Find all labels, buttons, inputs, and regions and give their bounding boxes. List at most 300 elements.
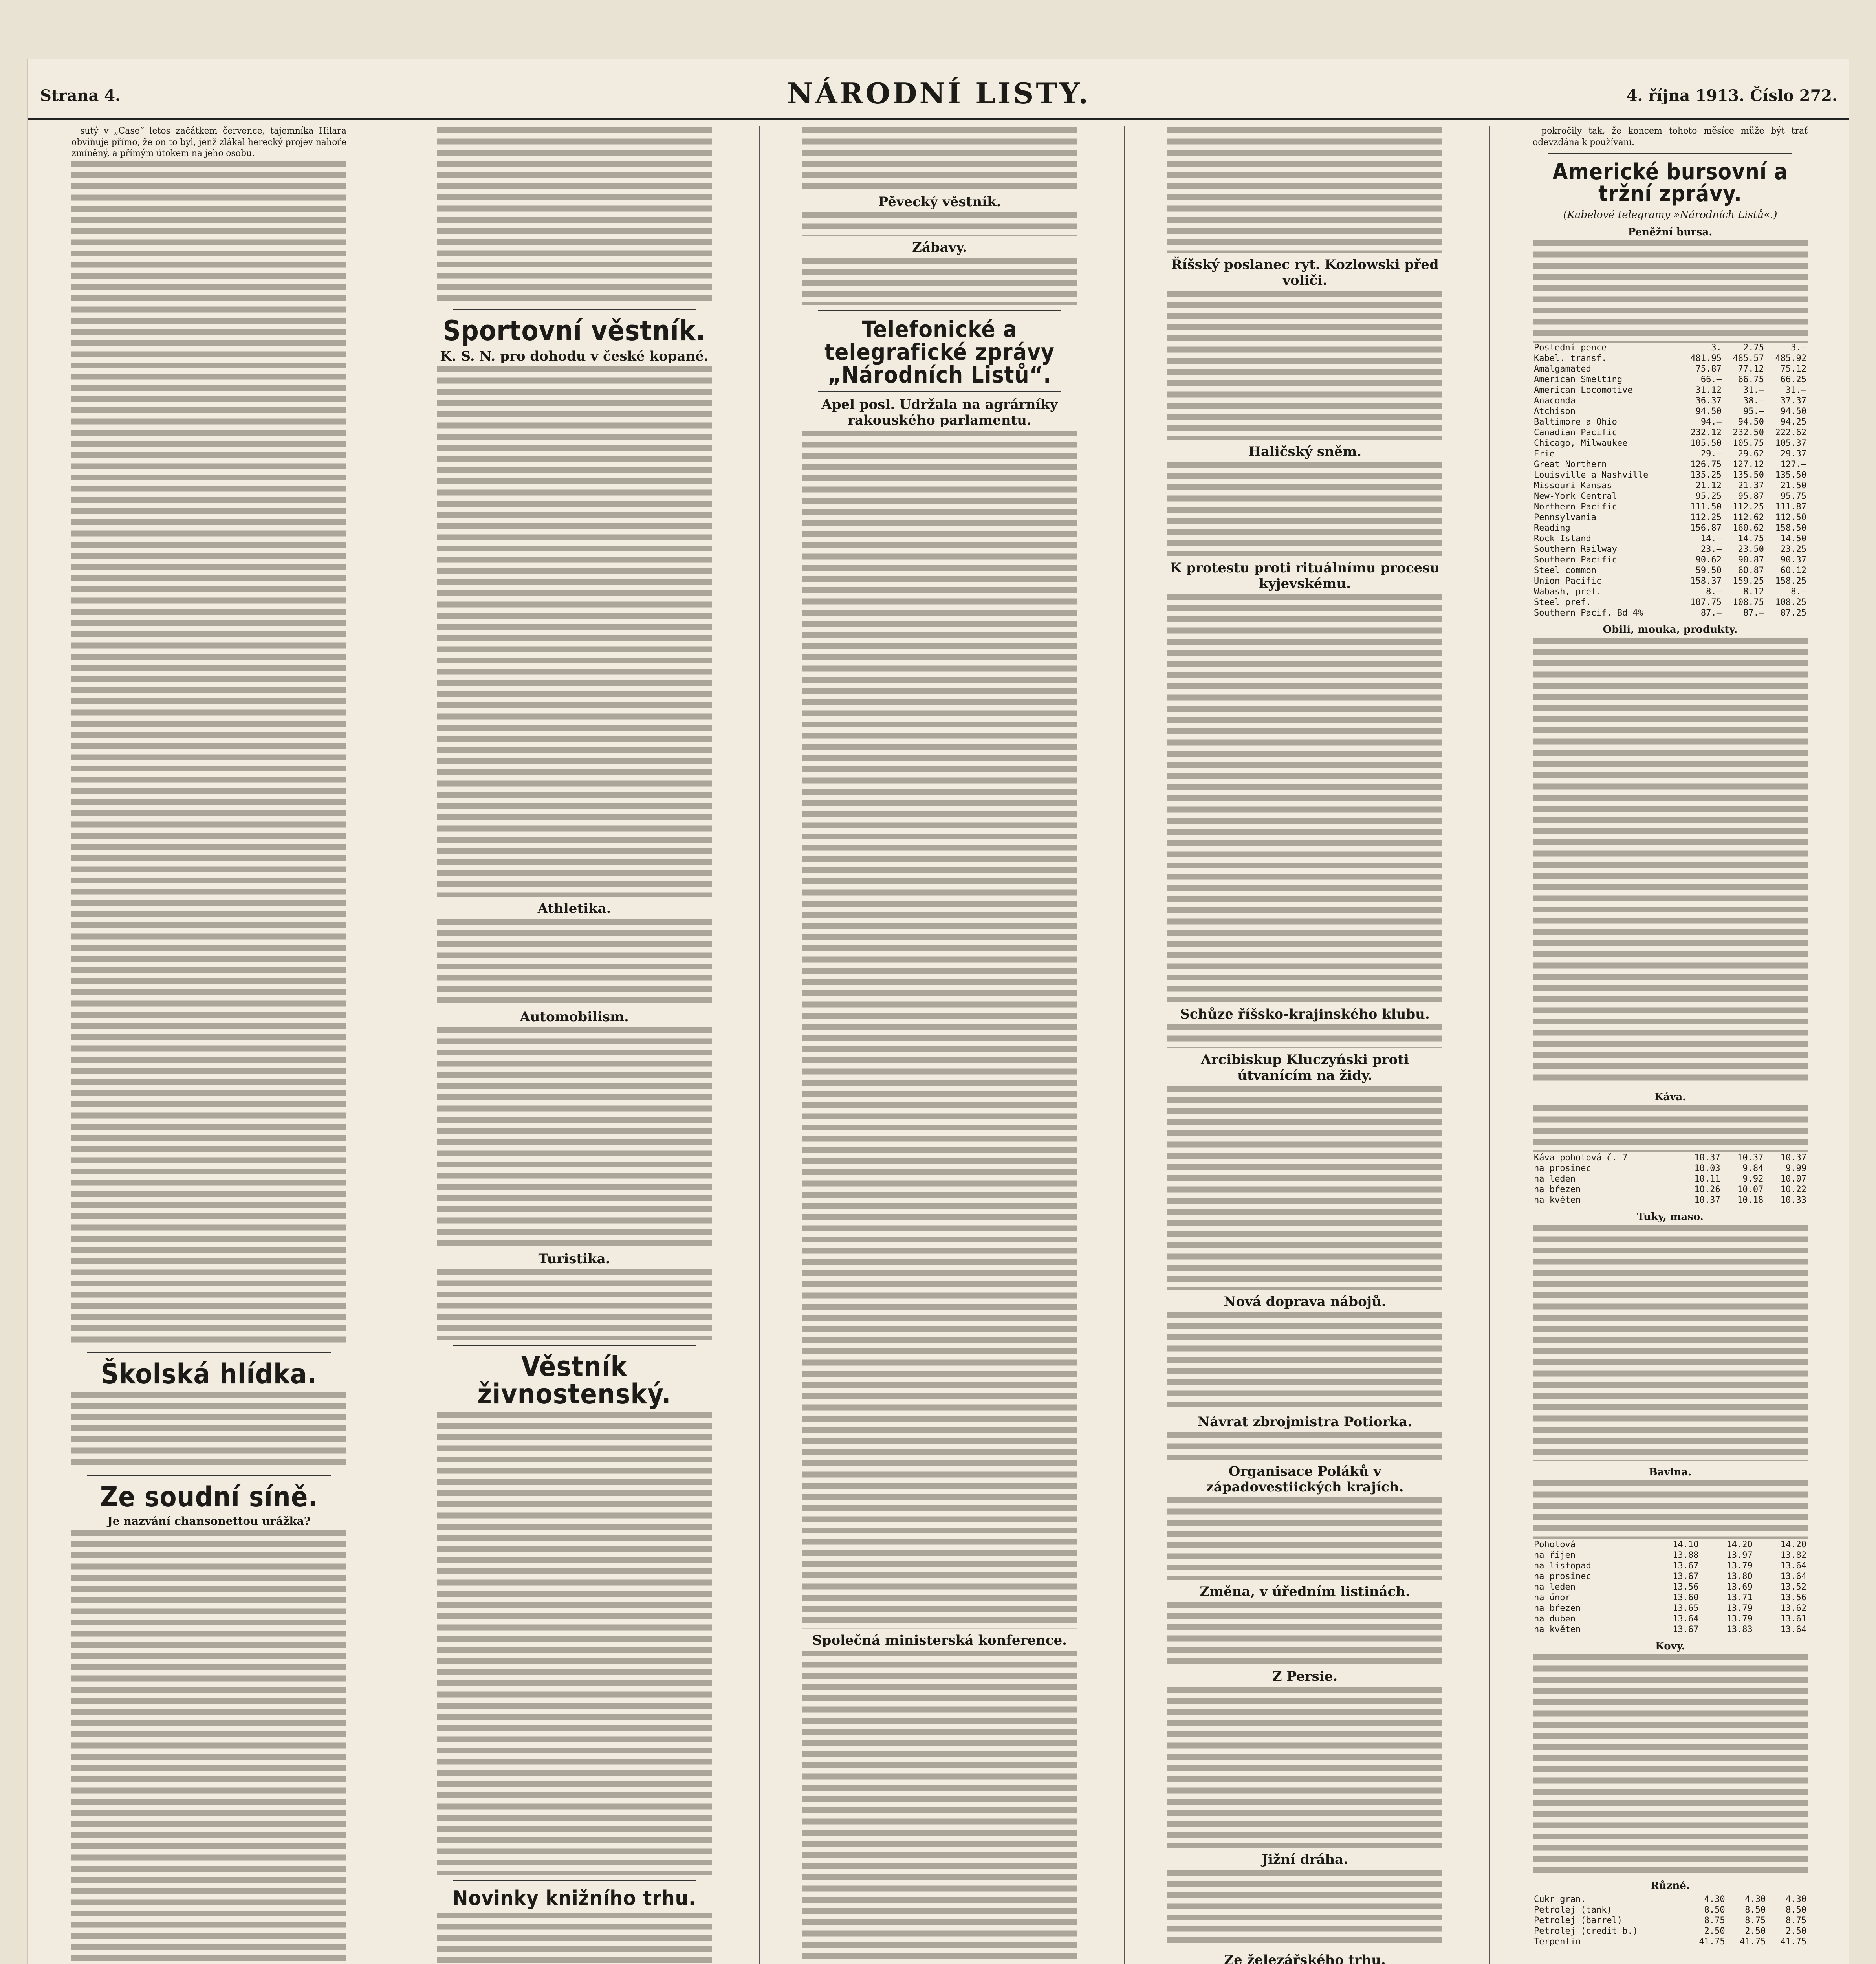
quote-value: 75.12: [1780, 364, 1806, 374]
section-heading-novinky: Novinky knižního trhu.: [453, 1887, 696, 1910]
quote-row: [1533, 576, 1808, 586]
quote-value: 135.25: [1690, 470, 1722, 480]
quote-value: 13.79: [1726, 1614, 1753, 1624]
quote-value: 481.95: [1690, 354, 1722, 363]
article-heading: K. S. N. pro dohodu v české kopané.: [440, 348, 709, 364]
quote-row: [1533, 1905, 1808, 1915]
quote-row: [1533, 1550, 1808, 1561]
section-heading-burse: Americké bursovní a tržní zprávy.: [1552, 159, 1788, 207]
article-text: [802, 127, 1077, 190]
quote-value: 14.—: [1700, 534, 1722, 544]
quote-name: Northern Pacific: [1534, 502, 1617, 512]
quote-value: 232.12: [1690, 428, 1722, 438]
quote-value: 112.62: [1733, 513, 1764, 522]
quote-name: Erie: [1534, 449, 1555, 459]
quote-value: 10.07: [1780, 1174, 1806, 1184]
quote-name: Southern Railway: [1534, 544, 1617, 554]
quote-name: Terpentin: [1534, 1937, 1581, 1947]
market-heading: Bavlna.: [1649, 1466, 1692, 1478]
quote-value: 13.79: [1726, 1561, 1753, 1571]
article-text: [71, 161, 346, 1347]
quote-value: 13.67: [1673, 1625, 1699, 1634]
issue-date: 4. října 1913. Číslo 272.: [1626, 86, 1838, 105]
quote-value: 10.37: [1737, 1153, 1764, 1163]
quote-value: 21.50: [1780, 481, 1806, 491]
quote-value: 29.37: [1780, 449, 1806, 459]
quote-value: 13.82: [1780, 1550, 1806, 1560]
article-text: [437, 366, 712, 897]
quote-name: Union Pacific: [1534, 576, 1602, 586]
quote-value: 13.80: [1726, 1572, 1753, 1581]
quote-value: 485.92: [1775, 354, 1806, 363]
quote-value: 13.97: [1726, 1550, 1753, 1560]
quote-value: 87.25: [1780, 608, 1806, 618]
quote-value: 9.99: [1786, 1163, 1806, 1173]
quote-value: 59.50: [1695, 566, 1722, 575]
section-heading-zivnost: Věstník živnostenský.: [477, 1350, 671, 1410]
article-text: [802, 258, 1077, 305]
article-heading: Apel posl. Udržala na agrárníky rakouského parlamentu.: [821, 397, 1058, 428]
quote-value: 158.50: [1775, 523, 1806, 533]
quote-value: 77.12: [1738, 364, 1764, 374]
column-5: [1533, 126, 1808, 1964]
quote-row: [1533, 1624, 1808, 1635]
quote-value: 13.64: [1780, 1572, 1806, 1581]
quote-value: 87.—: [1700, 608, 1722, 618]
quote-value: 135.50: [1775, 470, 1806, 480]
quote-name: na květen: [1534, 1625, 1581, 1634]
article-heading: Je nazvání chansonettou urážka?: [107, 1514, 311, 1528]
coffee-quotes-table: [1533, 1152, 1808, 1206]
quote-value: 60.12: [1780, 566, 1806, 575]
section-rule: [818, 391, 1061, 392]
quote-value: 95.75: [1780, 491, 1806, 501]
quote-row: [1533, 1894, 1808, 1905]
quote-value: 111.50: [1690, 502, 1722, 512]
quote-name: na duben: [1534, 1614, 1576, 1624]
quote-value: 2.75: [1743, 343, 1764, 353]
quote-value: 8.50: [1704, 1905, 1725, 1915]
quote-value: 38.—: [1743, 396, 1764, 406]
article-heading: Jižní dráha.: [1261, 1852, 1348, 1867]
quote-value: 10.18: [1737, 1195, 1764, 1205]
quote-row: [1533, 1539, 1808, 1550]
quote-row: [1533, 427, 1808, 438]
masthead: [28, 59, 1849, 120]
quote-value: 75.87: [1695, 364, 1722, 374]
quote-name: na listopad: [1534, 1561, 1591, 1571]
quote-name: Pennsylvania: [1534, 513, 1596, 522]
article-heading: Ze železářského trhu.: [1224, 1952, 1386, 1964]
quote-value: 14.10: [1673, 1540, 1699, 1550]
article-heading: Automobilism.: [520, 1009, 629, 1025]
misc-quotes-table: [1533, 1894, 1808, 1947]
quote-value: 105.37: [1775, 438, 1806, 448]
quote-value: 156.87: [1690, 523, 1722, 533]
quote-value: 232.50: [1733, 428, 1764, 438]
quote-value: 222.62: [1775, 428, 1806, 438]
quote-row: [1533, 449, 1808, 459]
quote-value: 13.69: [1726, 1582, 1753, 1592]
quote-row: [1533, 459, 1808, 470]
quote-name: Steel pref.: [1534, 597, 1591, 607]
quote-row: [1533, 544, 1808, 555]
quote-value: 94.50: [1695, 407, 1722, 416]
quote-value: 13.64: [1780, 1561, 1806, 1571]
section-subheading: (Kabelové telegramy »Národních Listů«.): [1563, 209, 1777, 221]
article-heading: Schůze říšsko-krajinského klubu.: [1180, 1006, 1430, 1022]
quote-value: 37.37: [1780, 396, 1806, 406]
article-heading: Z Persie.: [1272, 1669, 1338, 1684]
article-heading: Zábavy.: [912, 240, 967, 255]
quote-value: 9.84: [1742, 1163, 1764, 1173]
quote-value: 10.37: [1780, 1153, 1806, 1163]
market-heading: Káva.: [1654, 1091, 1686, 1103]
article-text: [1533, 1480, 1808, 1539]
quote-value: 36.37: [1695, 396, 1722, 406]
quote-value: 135.50: [1733, 470, 1764, 480]
quote-name: Reading: [1534, 523, 1570, 533]
quote-value: 31.—: [1743, 385, 1764, 395]
quote-value: 94.50: [1780, 407, 1806, 416]
article-text: [1167, 1312, 1442, 1410]
quote-row: [1533, 597, 1808, 608]
quote-name: New-York Central: [1534, 491, 1617, 501]
quote-name: Baltimore a Ohio: [1534, 417, 1617, 427]
article-text: [437, 1913, 712, 1964]
quote-value: 485.57: [1733, 354, 1764, 363]
article-text: [1167, 1432, 1442, 1460]
quote-value: 112.25: [1733, 502, 1764, 512]
quote-row: [1533, 502, 1808, 512]
quote-value: 158.25: [1775, 576, 1806, 586]
quote-row: [1533, 491, 1808, 502]
quote-row: [1533, 1195, 1808, 1206]
quote-value: 13.83: [1726, 1625, 1753, 1634]
quote-value: 94.—: [1700, 417, 1722, 427]
stock-quotes-table: [1533, 343, 1808, 618]
quote-name: Kabel. transf.: [1534, 354, 1607, 363]
quote-value: 127.12: [1733, 460, 1764, 469]
quote-value: 10.07: [1737, 1185, 1764, 1195]
quote-name: Amalgamated: [1534, 364, 1591, 374]
quote-value: 111.87: [1775, 502, 1806, 512]
quote-value: 108.25: [1775, 597, 1806, 607]
quote-value: 158.37: [1690, 576, 1722, 586]
quote-row: [1533, 438, 1808, 449]
quote-value: 13.61: [1780, 1614, 1806, 1624]
quote-value: 127.—: [1780, 460, 1806, 469]
quote-value: 107.75: [1690, 597, 1722, 607]
quote-name: Petrolej (tank): [1534, 1905, 1612, 1915]
article-text: [1167, 462, 1442, 556]
quote-name: Anaconda: [1534, 396, 1576, 406]
quote-value: 13.67: [1673, 1572, 1699, 1581]
quote-value: 13.56: [1673, 1582, 1699, 1592]
article-text: [1533, 1105, 1808, 1152]
article-text: [1167, 127, 1442, 253]
section-rule: [818, 310, 1061, 311]
quote-row: [1533, 470, 1808, 480]
quote-name: Chicago, Milwaukee: [1534, 438, 1628, 448]
quote-row: [1533, 406, 1808, 417]
quote-value: 13.64: [1673, 1614, 1699, 1624]
article-heading: Návrat zbrojmistra Potiorka.: [1198, 1414, 1412, 1430]
quote-name: na únor: [1534, 1593, 1570, 1603]
quote-value: 8.75: [1704, 1916, 1725, 1926]
article-text: [1167, 1602, 1442, 1665]
quote-value: 4.30: [1745, 1894, 1766, 1904]
section-heading-skolska: Školská hlídka.: [101, 1358, 317, 1390]
quote-name: Southern Pacific: [1534, 555, 1617, 565]
section-heading-sport: Sportovní věstník.: [443, 315, 706, 347]
quote-row: [1533, 1937, 1808, 1947]
article-text: [71, 1530, 346, 1964]
quote-value: 95.87: [1738, 491, 1764, 501]
quote-row: [1533, 555, 1808, 565]
quote-name: na březen: [1534, 1185, 1581, 1195]
quote-value: 112.50: [1775, 513, 1806, 522]
section-rule: [87, 1352, 331, 1353]
market-heading: Různé.: [1651, 1880, 1690, 1892]
quote-value: 108.75: [1733, 597, 1764, 607]
quote-row: [1533, 1152, 1808, 1163]
article-text: [1533, 1654, 1808, 1874]
quote-value: 126.75: [1690, 460, 1722, 469]
quote-value: 21.12: [1695, 481, 1722, 491]
article-text: [437, 1412, 712, 1875]
column-4: [1167, 126, 1442, 1964]
quote-value: 10.37: [1694, 1195, 1720, 1205]
quote-value: 160.62: [1733, 523, 1764, 533]
column-rule: [1124, 126, 1125, 1964]
quote-name: Cukr gran.: [1534, 1894, 1586, 1904]
quote-value: 23.25: [1780, 544, 1806, 554]
quote-row: [1533, 1915, 1808, 1926]
article-text: [437, 1027, 712, 1247]
quote-value: 66.75: [1738, 375, 1764, 385]
section-heading-telefon: Telefonické a telegrafické zprávy „Národních Listů“.: [824, 316, 1055, 388]
quote-row: [1533, 343, 1808, 353]
quote-row: [1533, 1174, 1808, 1184]
quote-value: 41.75: [1740, 1937, 1766, 1947]
quote-value: 66.25: [1780, 375, 1806, 385]
quote-value: 95.—: [1743, 407, 1764, 416]
quote-value: 8.50: [1745, 1905, 1766, 1915]
article-text: pokročily tak, že koncem tohoto měsíce může být trať odevzdána k používání.: [1533, 126, 1808, 148]
quote-row: [1533, 1926, 1808, 1937]
quote-value: 3.—: [1791, 343, 1806, 353]
cotton-quotes-table: [1533, 1539, 1808, 1635]
article-text: [1533, 240, 1808, 343]
quote-value: 13.60: [1673, 1593, 1699, 1603]
quote-value: 14.20: [1726, 1540, 1753, 1550]
quote-value: 41.75: [1699, 1937, 1725, 1947]
quote-row: [1533, 512, 1808, 523]
quote-value: 2.50: [1745, 1926, 1766, 1936]
quote-value: 60.87: [1738, 566, 1764, 575]
quote-name: Poslední pence: [1534, 343, 1607, 353]
quote-value: 105.50: [1690, 438, 1722, 448]
section-rule: [453, 309, 696, 310]
article-text: [1167, 1870, 1442, 1948]
article-text: [437, 919, 712, 1005]
quote-value: 13.65: [1673, 1603, 1699, 1613]
quote-value: 90.37: [1780, 555, 1806, 565]
quote-value: 87.—: [1743, 608, 1764, 618]
quote-name: na leden: [1534, 1582, 1576, 1592]
newspaper-page: [27, 59, 1849, 1964]
quote-name: Steel common: [1534, 566, 1596, 575]
quote-row: [1533, 1592, 1808, 1603]
quote-value: 13.67: [1673, 1561, 1699, 1571]
quote-row: [1533, 353, 1808, 364]
section-heading-soudni: Ze soudní síně.: [100, 1480, 318, 1513]
quote-row: [1533, 533, 1808, 544]
newspaper-title: NÁRODNÍ LISTY.: [787, 77, 1091, 110]
quote-value: 14.50: [1780, 534, 1806, 544]
market-heading: Peněžní bursa.: [1628, 226, 1713, 238]
quote-row: [1533, 1571, 1808, 1582]
quote-value: 23.50: [1738, 544, 1764, 554]
article-text: [802, 431, 1077, 1629]
quote-name: Canadian Pacific: [1534, 428, 1617, 438]
quote-row: [1533, 374, 1808, 385]
quote-value: 13.88: [1673, 1550, 1699, 1560]
quote-name: Petrolej (credit b.): [1534, 1926, 1638, 1936]
quote-value: 3.: [1711, 343, 1722, 353]
article-heading: Organisace Poláků v západovestiických krajích.: [1206, 1464, 1404, 1495]
quote-value: 4.30: [1786, 1894, 1806, 1904]
quote-value: 112.25: [1690, 513, 1722, 522]
quote-row: [1533, 1582, 1808, 1592]
quote-row: [1533, 417, 1808, 427]
article-heading: Společná ministerská konference.: [812, 1632, 1067, 1648]
article-heading: Athletika.: [537, 901, 611, 916]
quote-value: 94.50: [1738, 417, 1764, 427]
section-rule: [1548, 153, 1792, 154]
quote-row: [1533, 565, 1808, 576]
article-heading: Turistika.: [538, 1251, 610, 1267]
article-heading: Haličský sněm.: [1248, 444, 1362, 460]
quote-value: 13.62: [1780, 1603, 1806, 1613]
quote-value: 2.50: [1786, 1926, 1806, 1936]
quote-value: 31.12: [1695, 385, 1722, 395]
quote-value: 8.—: [1706, 587, 1722, 597]
quote-value: 8.50: [1786, 1905, 1806, 1915]
quote-name: Rock Island: [1534, 534, 1591, 544]
article-text: [802, 212, 1077, 236]
column-1: [71, 126, 346, 1964]
quote-value: 94.25: [1780, 417, 1806, 427]
quote-name: Wabash, pref.: [1534, 587, 1602, 597]
article-text: sutý v „Čase“ letos začátkem července, tajemníka Hilara obviňuje přímo, že on to byl, jenž zlákal herecký projev nahoře zmíněný, a přímým útokem na jeho osobu.: [71, 126, 346, 159]
quote-value: 14.75: [1738, 534, 1764, 544]
article-text: [1167, 1497, 1442, 1580]
quote-name: Petrolej (barrel): [1534, 1916, 1623, 1926]
article-heading: K protestu proti rituálnímu procesu kyjevskému.: [1170, 560, 1440, 592]
quote-row: [1533, 608, 1808, 618]
quote-name: na říjen: [1534, 1550, 1576, 1560]
quote-name: American Smelting: [1534, 375, 1623, 385]
quote-value: 2.50: [1704, 1926, 1725, 1936]
article-text: [1533, 1225, 1808, 1461]
quote-value: 90.62: [1695, 555, 1722, 565]
column-rule: [759, 126, 760, 1964]
quote-row: [1533, 586, 1808, 597]
quote-name: Missouri Kansas: [1534, 481, 1612, 491]
market-heading: Obilí, mouka, produkty.: [1603, 624, 1738, 636]
column-3: [802, 126, 1077, 1964]
article-heading: Změna, v úředním listinách.: [1200, 1584, 1410, 1599]
article-text: [437, 1269, 712, 1340]
article-text: [1167, 1687, 1442, 1848]
quote-value: 41.75: [1780, 1937, 1806, 1947]
quote-value: 13.71: [1726, 1593, 1753, 1603]
quote-value: 159.25: [1733, 576, 1764, 586]
quote-row: [1533, 364, 1808, 374]
article-text: [1167, 1024, 1442, 1048]
quote-value: 13.64: [1780, 1625, 1806, 1634]
article-text: [1167, 594, 1442, 1002]
quote-row: [1533, 480, 1808, 491]
market-heading: Tuky, maso.: [1637, 1211, 1704, 1223]
article-text: [1167, 291, 1442, 440]
quote-row: [1533, 385, 1808, 396]
quote-name: Atchison: [1534, 407, 1576, 416]
quote-name: na prosinec: [1534, 1572, 1591, 1581]
quote-name: na květen: [1534, 1195, 1581, 1205]
quote-value: 13.79: [1726, 1603, 1753, 1613]
quote-value: 13.56: [1780, 1593, 1806, 1603]
quote-name: na prosinec: [1534, 1163, 1591, 1173]
article-text: [437, 127, 712, 304]
quote-value: 8.—: [1791, 587, 1806, 597]
quote-name: Southern Pacif. Bd 4%: [1534, 608, 1643, 618]
quote-row: [1533, 523, 1808, 533]
column-2: [437, 126, 712, 1964]
article-heading: Pěvecký věstník.: [878, 194, 1001, 210]
column-rule: [1489, 126, 1490, 1964]
quote-value: 29.62: [1738, 449, 1764, 459]
quote-value: 10.03: [1694, 1163, 1720, 1173]
quote-row: [1533, 1184, 1808, 1195]
quote-value: 4.30: [1704, 1894, 1725, 1904]
quote-row: [1533, 396, 1808, 406]
quote-value: 9.92: [1742, 1174, 1764, 1184]
article-heading: Nová doprava nábojů.: [1224, 1294, 1386, 1310]
quote-value: 66.—: [1700, 375, 1722, 385]
quote-name: Pohotová: [1534, 1540, 1576, 1550]
article-heading: Říšský poslanec ryt. Kozlowski před voliči.: [1171, 257, 1439, 288]
quote-value: 8.12: [1743, 587, 1764, 597]
quote-value: 105.75: [1733, 438, 1764, 448]
quote-value: 10.11: [1694, 1174, 1720, 1184]
article-text: [1533, 638, 1808, 1086]
article-text: [71, 1392, 346, 1470]
article-text: [1167, 1086, 1442, 1290]
quote-value: 13.52: [1780, 1582, 1806, 1592]
quote-row: [1533, 1614, 1808, 1624]
quote-value: 8.75: [1786, 1916, 1806, 1926]
market-heading: Kovy.: [1655, 1640, 1685, 1652]
article-text: [802, 1651, 1077, 1964]
quote-value: 23.—: [1700, 544, 1722, 554]
article-heading: Arcibiskup Kluczyński proti útvanícím na židy.: [1201, 1052, 1409, 1083]
quote-name: American Locomotive: [1534, 385, 1633, 395]
quote-row: [1533, 1561, 1808, 1571]
quote-value: 10.37: [1694, 1153, 1720, 1163]
